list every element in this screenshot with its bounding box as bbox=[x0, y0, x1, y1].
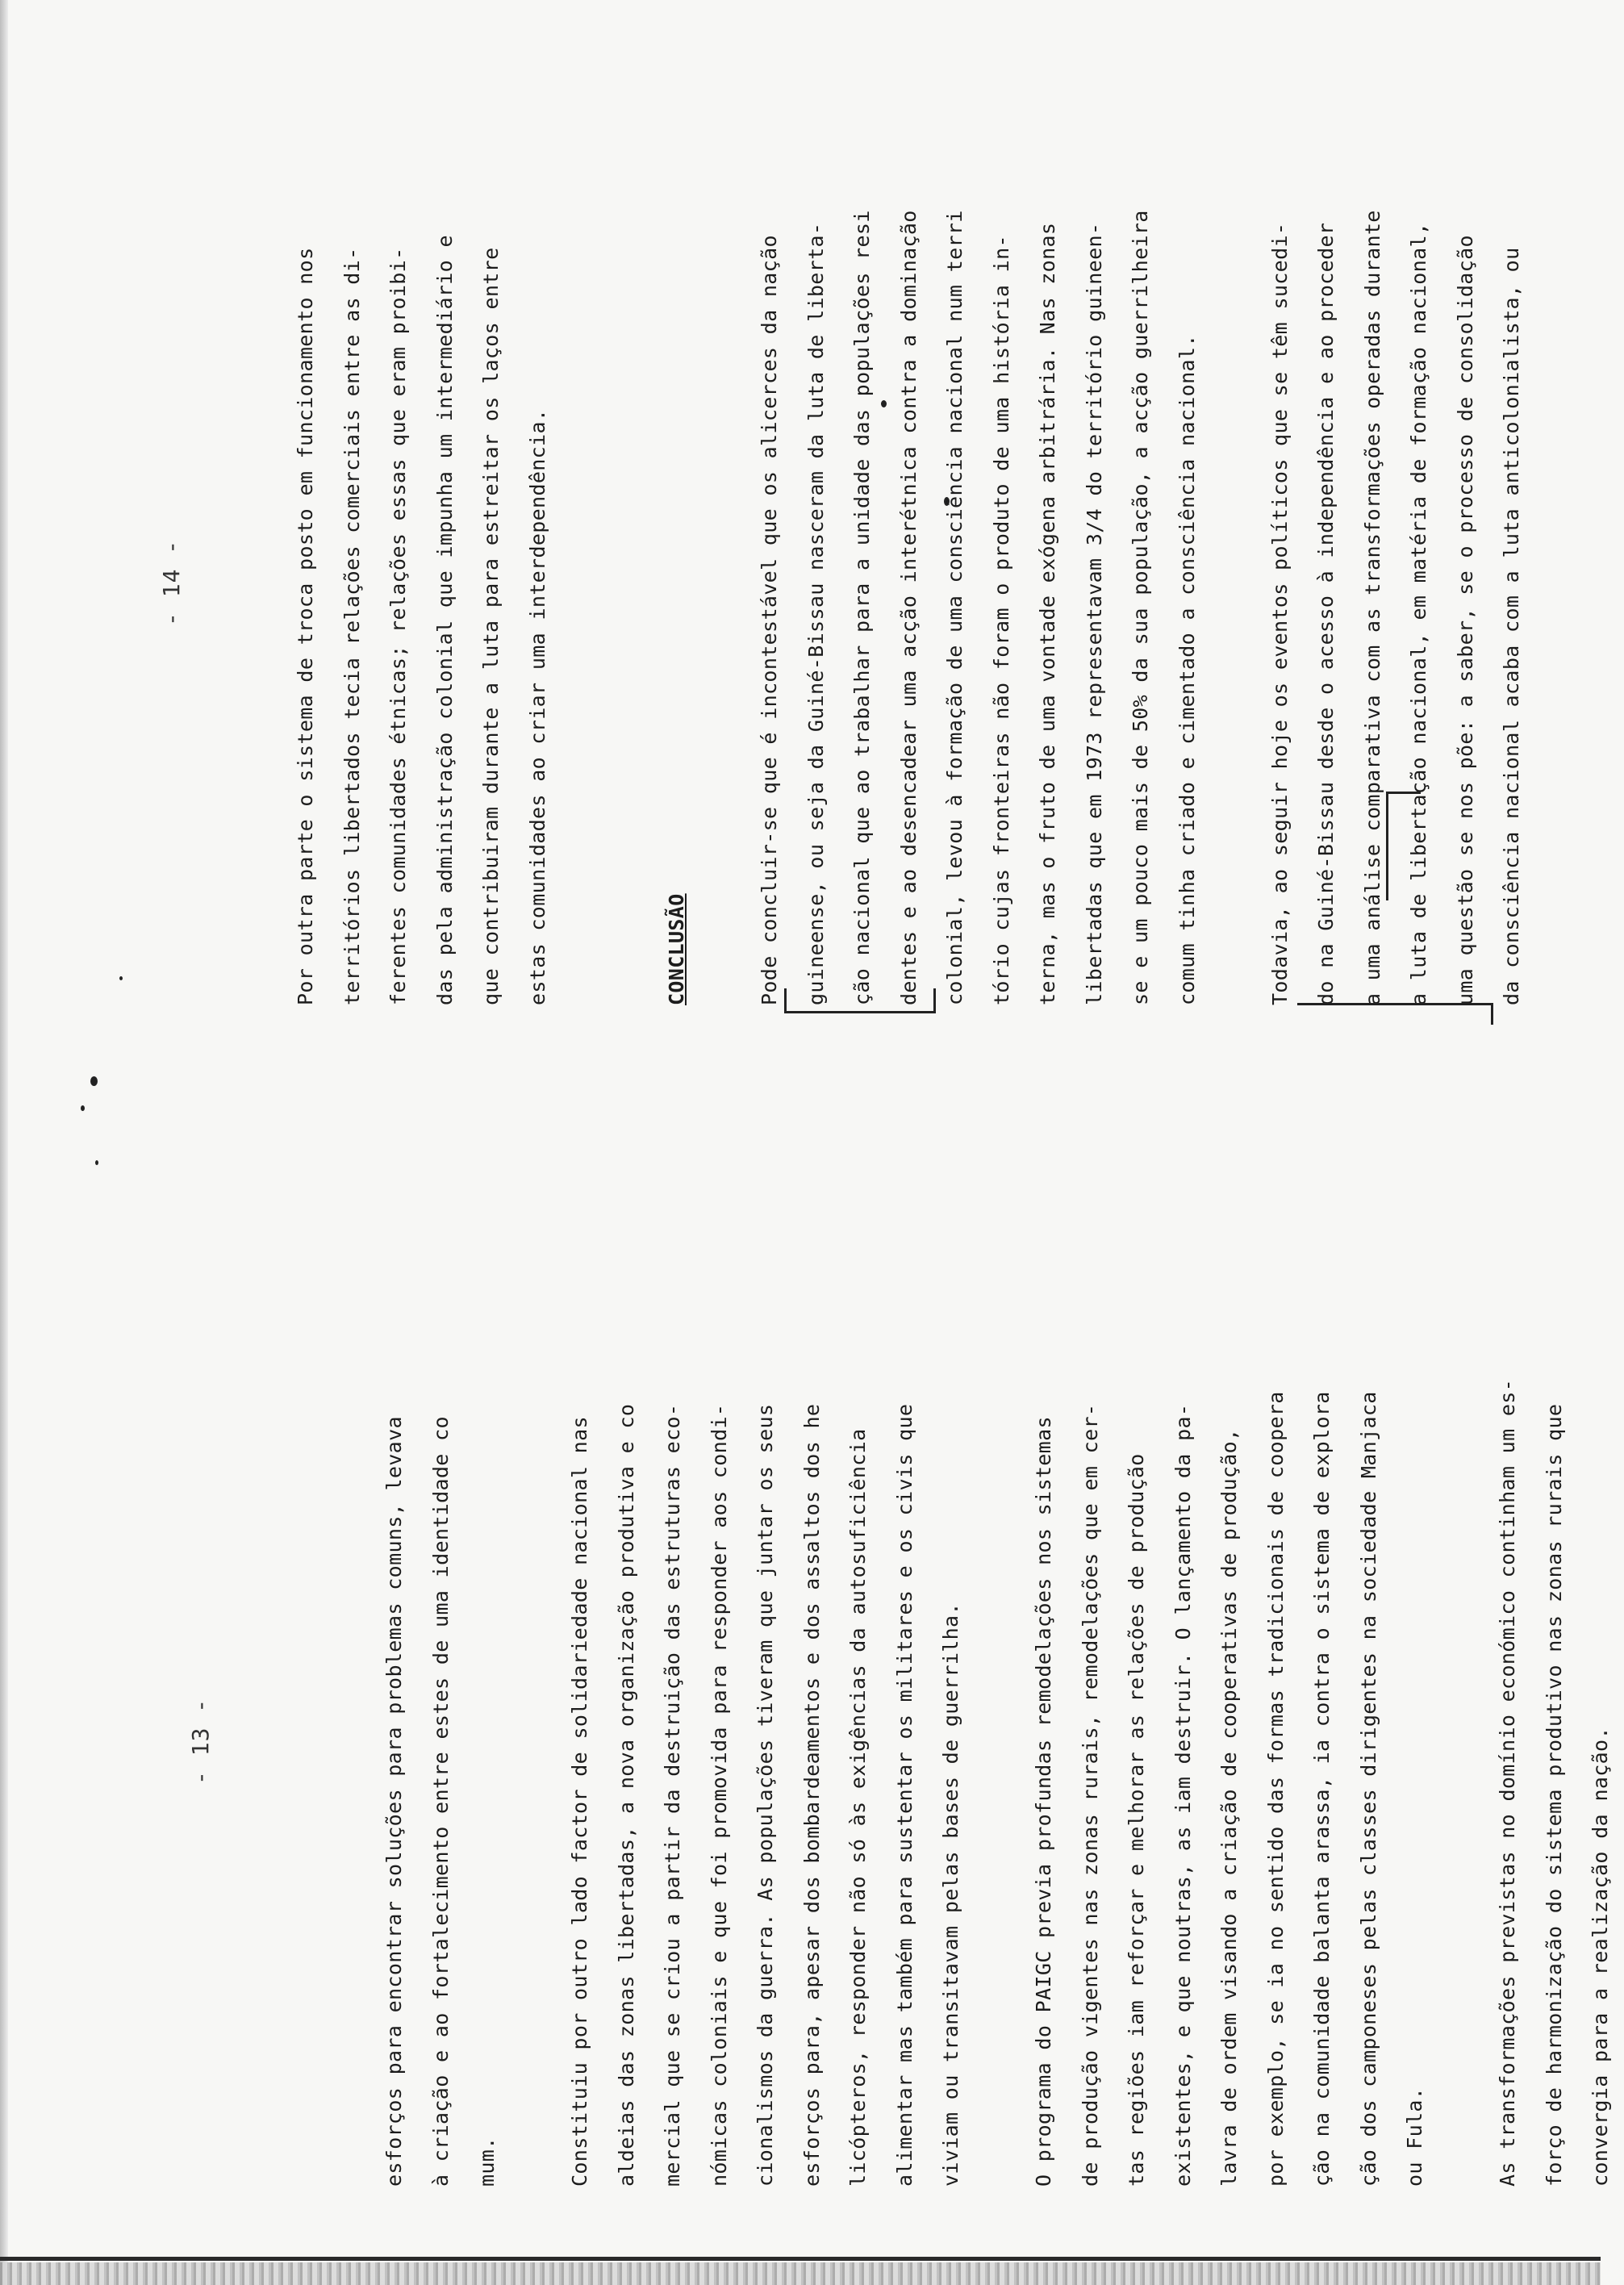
text-line: nómicas coloniais e que foi promovida para responder aos condi- bbox=[707, 1403, 731, 2187]
text-line: estas comunidades ao criar uma interdependência. bbox=[525, 408, 549, 1005]
text-line: mercial que se criou a partir da destruição das estruturas eco- bbox=[661, 1403, 684, 2187]
margin-bracket bbox=[1386, 792, 1421, 900]
text-line: de produção vigentes nas zonas rurais, remodelações que em cer- bbox=[1078, 1403, 1102, 2187]
text-line: por exemplo, se ia no sentido das formas tradicionais de coopera bbox=[1263, 1391, 1288, 2187]
text-line: se e um pouco mais de 50% da sua população, a acção guerrilheira bbox=[1129, 210, 1152, 1005]
text-line: terna, mas o fruto de uma vontade exógena arbitrária. Nas zonas bbox=[1036, 222, 1059, 1005]
margin-bracket bbox=[784, 988, 936, 1013]
text-line: esforços para encontrar soluções para problemas comuns, levava bbox=[382, 1416, 406, 2187]
text-line: mum. bbox=[475, 2137, 499, 2187]
text-line: Todavia, ao seguir hoje os eventos políticos que se têm sucedi- bbox=[1267, 222, 1292, 1005]
text-line: convergia para a realização da nação. bbox=[1589, 1727, 1612, 2187]
page-number: - 14 - bbox=[158, 539, 185, 626]
text-line: O programa do PAIGC previa profundas remodelações nos sistemas bbox=[1032, 1416, 1055, 2187]
text-line: ção nacional que ao trabalhar para a unidade das populações resi bbox=[850, 210, 874, 1005]
page-13-body bbox=[371, 1186, 1624, 2187]
text-line: viviam ou transitavam pelas bases de guerrilha. bbox=[939, 1602, 962, 2187]
text-line: existentes, e que noutras, as iam destruir. O lançamento da pa- bbox=[1171, 1403, 1195, 2187]
text-line: ção dos camponeses pelas classes dirigentes na sociedade Manjaca bbox=[1356, 1391, 1380, 2187]
paragraph bbox=[557, 1186, 975, 2187]
paragraph bbox=[371, 1186, 511, 2187]
text-line: comum tinha criado e cimentado a consciência nacional. bbox=[1175, 334, 1199, 1005]
paragraph bbox=[282, 5, 561, 1005]
paragraph bbox=[1021, 1186, 1438, 2187]
text-line: ção na comunidade balanta arassa, ia contra o sistema de explora bbox=[1310, 1391, 1334, 2187]
text-line: a luta de libertação nacional, em matéria de formação nacional, bbox=[1407, 222, 1430, 1005]
text-line: esforços para, apesar dos bombardeamentos e dos assaltos dos he bbox=[799, 1403, 824, 2187]
text-line: Pode concluir-se que é incontestável que os alicerces da nação bbox=[758, 235, 781, 1005]
text-line: ou Fula. bbox=[1403, 2087, 1426, 2187]
text-line: Por outra parte o sistema de troca posto em funcionamento nos bbox=[294, 247, 317, 1005]
text-line: alimentar mas também para sustentar os militares e os civis que bbox=[892, 1403, 916, 2187]
paragraph bbox=[1484, 1186, 1624, 2187]
text-line: a uma análise comparativa com as transformações operadas durante bbox=[1360, 210, 1384, 1005]
margin-bracket bbox=[1297, 1003, 1493, 1025]
text-line: libertadas que em 1973 representavam 3/4 do território guineen- bbox=[1082, 222, 1106, 1005]
text-line: licópteros, responder não só às exigências da autosuficiência bbox=[846, 1428, 870, 2187]
text-line: guineense, ou seja da Guiné-Bissau nasceram da luta de liberta- bbox=[804, 222, 828, 1005]
text-line: aldeias das zonas libertadas, a nova organização produtiva e co bbox=[614, 1403, 638, 2187]
text-line: dentes e ao desencadear uma acção interétnica contra a dominação bbox=[896, 210, 921, 1005]
text-line: forço de harmonização do sistema produtivo nas zonas rurais que bbox=[1542, 1403, 1566, 2187]
text-line: das pela administração colonial que impunha um intermediário e bbox=[432, 235, 457, 1005]
text-line: tório cujas fronteiras não foram o produto de uma história in- bbox=[989, 235, 1013, 1005]
text-line: uma questão se nos põe: a saber, se o processo de consolidação bbox=[1453, 235, 1477, 1005]
paragraph bbox=[746, 5, 1210, 1005]
text-line: tas regiões iam reforçar e melhorar as relações de produção bbox=[1125, 1453, 1148, 2187]
page-14-body bbox=[282, 5, 1535, 1005]
section-heading: CONCLUSÃO bbox=[665, 893, 688, 1005]
text-line: lavra de ordem visando a criação de cooperativas de produção, bbox=[1217, 1428, 1241, 2187]
text-line: do na Guiné-Bissau desde o acesso à independência e ao proceder bbox=[1314, 222, 1338, 1005]
text-line: territórios libertados tecia relações comerciais entre as di- bbox=[340, 247, 364, 1005]
text-line: da consciência nacional acaba com a luta anticolonialista, ou bbox=[1500, 247, 1523, 1005]
text-line: Constituiu por outro lado factor de solidariedade nacional nas bbox=[568, 1416, 591, 2187]
text-line: As transformações previstas no domínio económico continham um es- bbox=[1496, 1378, 1519, 2187]
text-line: cionalismos da guerra. As populações tiveram que juntar os seus bbox=[754, 1403, 777, 2187]
page-number: - 13 - bbox=[187, 1698, 214, 1785]
text-line: colonial, levou à formação de uma consciência nacional num terri bbox=[943, 210, 966, 1005]
text-line: à criação e ao fortalecimento entre estes de uma identidade co bbox=[428, 1416, 453, 2187]
text-line: ferentes comunidades étnicas; relações essas que eram proibi- bbox=[386, 247, 410, 1005]
text-line: que contribuiram durante a luta para estreitar os laços entre bbox=[479, 247, 503, 1005]
